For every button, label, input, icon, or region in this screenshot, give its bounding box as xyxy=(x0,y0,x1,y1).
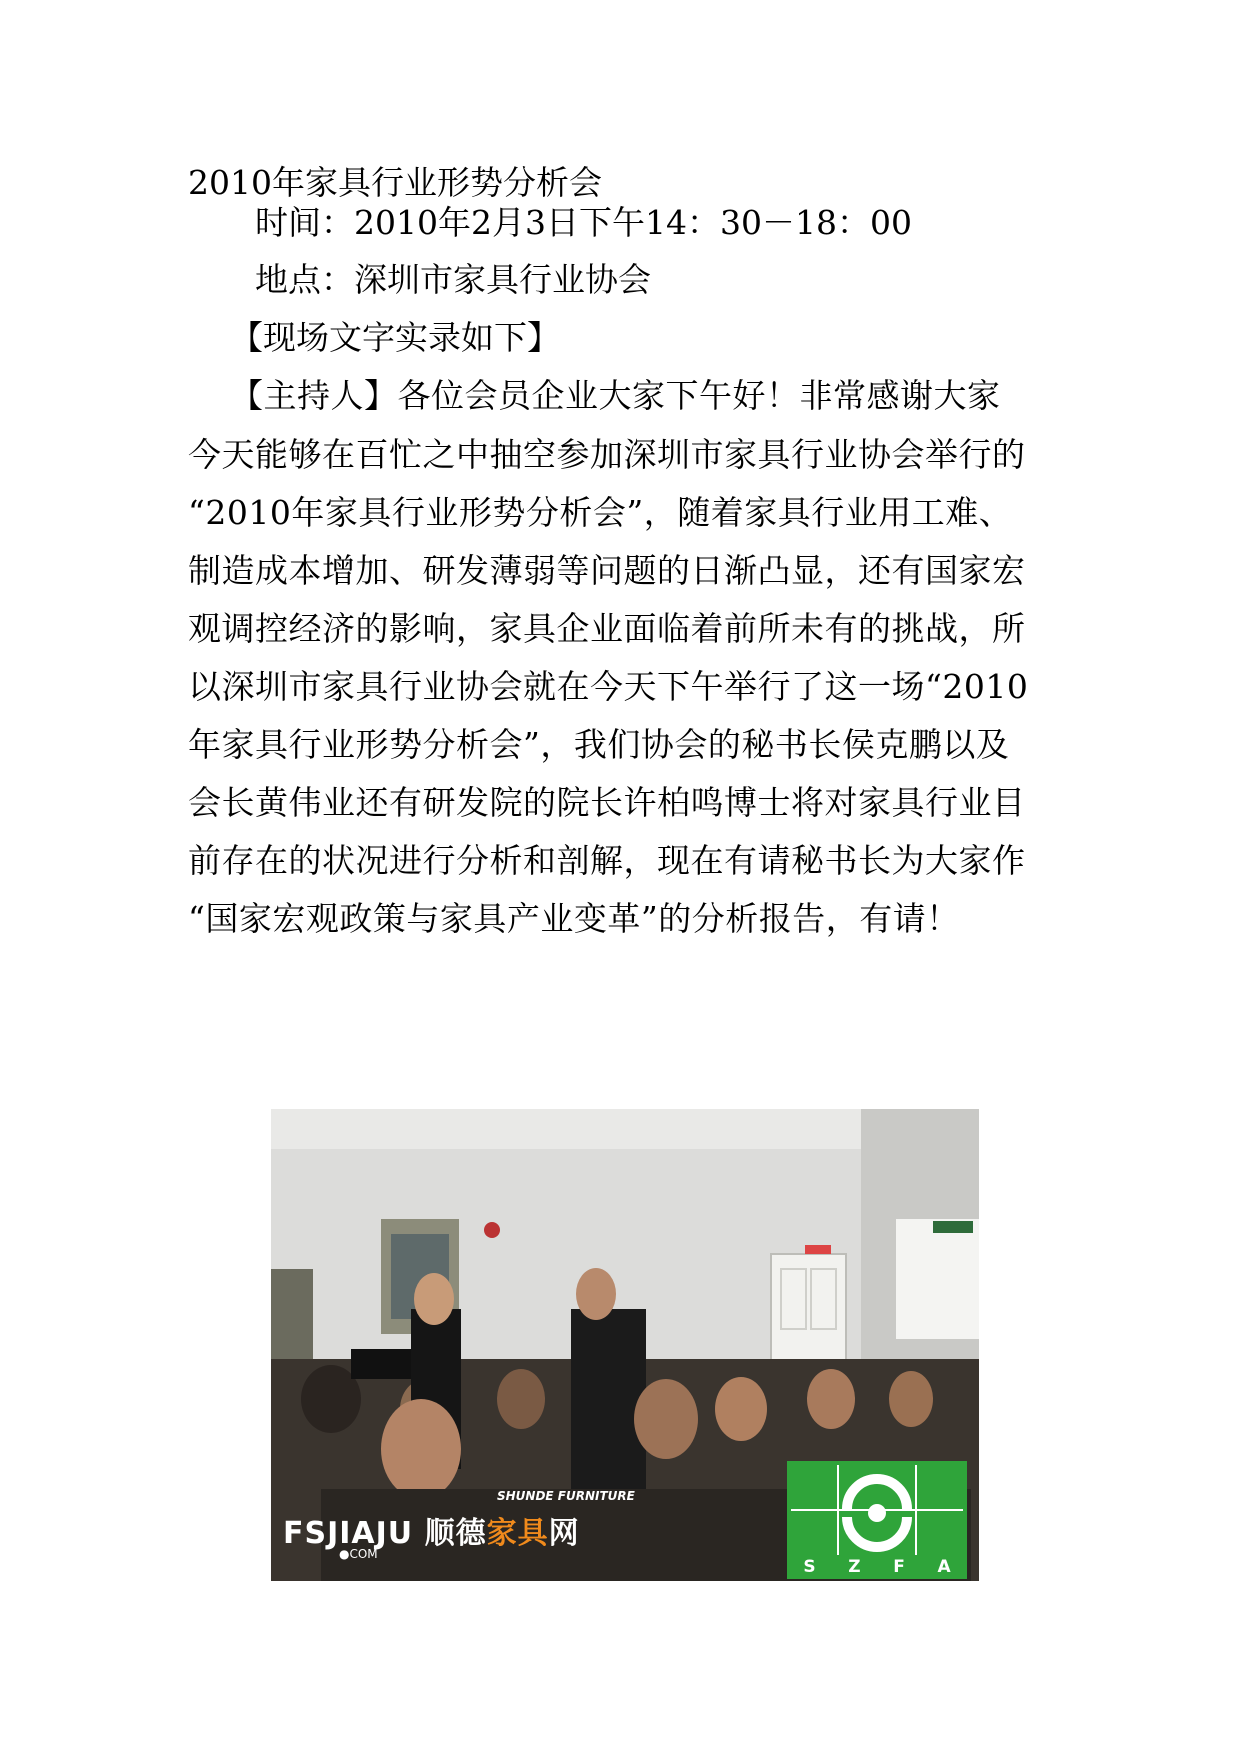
szfa-letters xyxy=(787,1557,967,1577)
szfa-letter: S xyxy=(803,1557,816,1577)
watermark-logo xyxy=(283,1508,580,1552)
event-place: 地点：深圳市家具行业协会 xyxy=(255,260,651,299)
paragraph-line: 以深圳市家具行业协会就在今天下午举行了这一场“2010 xyxy=(188,667,1029,706)
watermark-cn-tail: 网 xyxy=(548,1516,580,1551)
paragraph-line: 会长黄伟业还有研发院的院长许柏鸣博士将对家具行业目 xyxy=(188,783,1026,822)
event-time: 时间：2010年2月3日下午14：30－18：00 xyxy=(255,203,912,242)
watermark-cn-plain: 顺德 xyxy=(424,1516,487,1551)
watermark-com: ●COM xyxy=(339,1547,378,1561)
paragraph-line: 观调控经济的影响，家具企业面临着前所未有的挑战，所 xyxy=(188,609,1026,648)
watermark-subtitle: SHUNDE FURNITURE xyxy=(497,1489,635,1503)
paragraph-line: “国家宏观政策与家具产业变革”的分析报告，有请！ xyxy=(188,899,960,938)
paragraph-line: 【主持人】各位会员企业大家下午好！非常感谢大家 xyxy=(230,376,1001,415)
watermark-cn-accent: 家具 xyxy=(486,1516,549,1551)
paragraph-line: “2010年家具行业形势分析会”，随着家具行业用工难、 xyxy=(188,493,1013,532)
paragraph-line: 制造成本增加、研发薄弱等问题的日渐凸显，还有国家宏 xyxy=(188,551,1026,590)
szfa-letter: A xyxy=(937,1557,951,1577)
paragraph-line: 今天能够在百忙之中抽空参加深圳市家具行业协会举行的 xyxy=(188,435,1026,474)
record-heading: 【现场文字实录如下】 xyxy=(230,318,560,357)
meeting-photo xyxy=(271,1109,979,1581)
paragraph-line: 年家具行业形势分析会”，我们协会的秘书长侯克鹏以及 xyxy=(188,725,1010,764)
szfa-logo xyxy=(787,1461,967,1579)
watermark-latin: FSJIAJU xyxy=(283,1516,414,1551)
document-title: 2010年家具行业形势分析会 xyxy=(188,163,602,202)
paragraph-line: 前存在的状况进行分析和剖解，现在有请秘书长为大家作 xyxy=(188,841,1026,880)
szfa-letter: Z xyxy=(848,1557,861,1577)
szfa-letter: F xyxy=(893,1557,905,1577)
